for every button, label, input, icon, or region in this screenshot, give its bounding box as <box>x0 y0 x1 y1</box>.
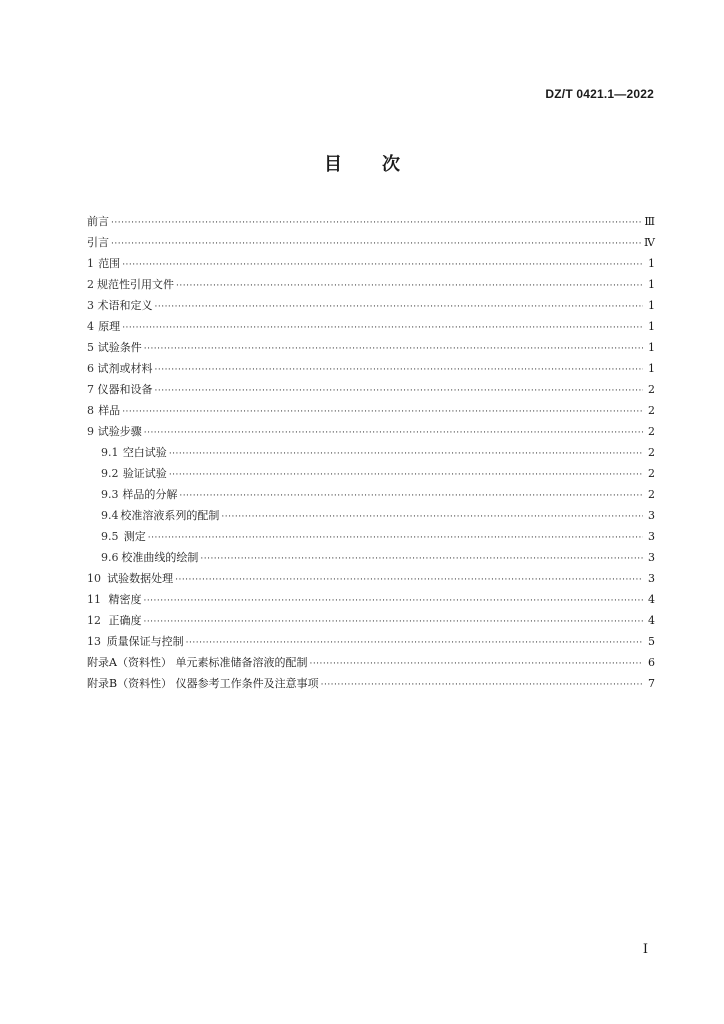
toc-entry[interactable] <box>87 295 655 316</box>
toc-leader-dots <box>122 255 643 276</box>
toc-entry[interactable] <box>87 589 655 610</box>
toc-entry[interactable] <box>87 505 655 526</box>
toc-leader-dots <box>175 570 643 591</box>
toc-entry-label: 校准溶液系列的配制 <box>120 509 220 522</box>
toc-entry[interactable] <box>87 568 655 589</box>
toc-entry-page: Ⅳ <box>644 236 655 249</box>
toc-entry-label: 质量保证与控制 <box>106 635 184 648</box>
toc-entry-page: 2 <box>648 446 655 459</box>
toc-entry-label: 仪器和设备 <box>97 383 153 396</box>
toc-entry-page: 3 <box>648 509 655 522</box>
toc-entry-number: 4 <box>87 320 94 333</box>
toc-leader-dots <box>111 213 642 234</box>
toc-entry-number: 2 <box>87 278 94 291</box>
toc-leader-dots <box>309 654 643 675</box>
toc-entry-number: 9.6 <box>101 551 119 564</box>
toc-entry-number: 9.3 <box>101 488 119 501</box>
toc-leader-dots <box>144 339 643 360</box>
toc-leader-dots <box>200 549 643 570</box>
toc-entry-number: 5 <box>87 341 94 354</box>
toc-entry[interactable] <box>87 379 655 400</box>
toc-entry[interactable] <box>87 610 655 631</box>
toc-entry-label: 校准曲线的绘制 <box>121 551 199 564</box>
toc-entry-number: 6 <box>87 362 94 375</box>
toc-leader-dots <box>148 528 643 549</box>
toc-leader-dots <box>186 633 643 654</box>
toc-entry-page: 2 <box>648 425 655 438</box>
toc-entry-label: 样品的分解 <box>122 488 178 501</box>
toc-entry-page: 1 <box>648 278 655 291</box>
toc-leader-dots <box>176 276 643 297</box>
toc-entry-page: 4 <box>648 593 655 606</box>
toc-entry-page: 6 <box>648 656 655 669</box>
toc-leader-dots <box>144 423 643 444</box>
toc-entry-number: 9.1 <box>101 446 119 459</box>
toc-entry-page: 5 <box>648 635 655 648</box>
toc-entry-label: 规范性引用文件 <box>97 278 175 291</box>
toc-entry-number: 11 <box>87 593 101 606</box>
toc-entry-label: 试验步骤 <box>97 425 142 438</box>
toc-entry-page: 1 <box>648 341 655 354</box>
toc-leader-dots <box>221 507 643 528</box>
toc-entry[interactable] <box>87 442 655 463</box>
toc-leader-dots <box>143 591 643 612</box>
toc-entry-label: 引言 <box>87 236 109 249</box>
toc-entry-number: 10 <box>87 572 101 585</box>
toc-entry[interactable] <box>87 358 655 379</box>
toc-entry-label: 正确度 <box>108 614 142 627</box>
toc-entry-page: 2 <box>648 467 655 480</box>
toc-entry-label: 试验数据处理 <box>107 572 174 585</box>
toc-entry-label: 试验条件 <box>97 341 142 354</box>
toc-entry-number: 7 <box>87 383 94 396</box>
document-code: DZ/T 0421.1—2022 <box>545 87 654 101</box>
toc-entry-page: 2 <box>648 488 655 501</box>
toc-entry[interactable] <box>87 484 655 505</box>
toc-entry-page: 1 <box>648 257 655 270</box>
toc-entry[interactable] <box>87 463 655 484</box>
toc-entry[interactable] <box>87 400 655 421</box>
toc-entry-number: 13 <box>87 635 101 648</box>
toc-entry-label: 测定 <box>123 530 146 543</box>
toc-leader-dots <box>122 402 643 423</box>
toc-entry[interactable] <box>87 652 655 673</box>
toc-entry-page: 7 <box>648 677 655 690</box>
toc-entry[interactable] <box>87 316 655 337</box>
toc-entry-number: 9.4 <box>101 509 119 522</box>
toc-entry-page: 1 <box>648 320 655 333</box>
toc-entry[interactable] <box>87 673 655 694</box>
toc-entry[interactable] <box>87 631 655 652</box>
toc-entry[interactable] <box>87 526 655 547</box>
table-of-contents <box>87 211 655 694</box>
toc-entry-number: 8 <box>87 404 94 417</box>
toc-entry-number: 1 <box>87 257 94 270</box>
page-number: I <box>642 942 648 957</box>
toc-entry-label: 验证试验 <box>122 467 167 480</box>
toc-leader-dots <box>154 381 643 402</box>
toc-entry-number: 9.2 <box>101 467 119 480</box>
toc-entry-number: 3 <box>87 299 94 312</box>
toc-entry[interactable] <box>87 253 655 274</box>
toc-entry-label: 空白试验 <box>122 446 167 459</box>
toc-entry-page: 4 <box>648 614 655 627</box>
toc-leader-dots <box>122 318 643 339</box>
toc-entry-page: 3 <box>648 572 655 585</box>
toc-entry-label: 原理 <box>98 320 121 333</box>
toc-entry-label: 术语和定义 <box>97 299 153 312</box>
toc-entry-page: 2 <box>648 383 655 396</box>
toc-leader-dots <box>169 444 643 465</box>
toc-entry-page: 1 <box>648 299 655 312</box>
toc-entry[interactable] <box>87 337 655 358</box>
toc-leader-dots <box>143 612 643 633</box>
toc-entry-number: 9 <box>87 425 94 438</box>
toc-leader-dots <box>169 465 643 486</box>
toc-entry-label: 样品 <box>98 404 121 417</box>
toc-entry-label: 范围 <box>98 257 121 270</box>
toc-entry-label: 试剂或材料 <box>97 362 153 375</box>
toc-entry-page: 2 <box>648 404 655 417</box>
toc-entry-page: 1 <box>648 362 655 375</box>
toc-entry[interactable] <box>87 232 655 253</box>
toc-entry[interactable] <box>87 421 655 442</box>
toc-entry-label: 附录A（资料性） 单元素标准储备溶液的配制 <box>87 656 308 669</box>
toc-entry[interactable] <box>87 211 655 232</box>
toc-entry-label: 精密度 <box>108 593 142 606</box>
toc-entry-number: 9.5 <box>101 530 119 543</box>
toc-leader-dots <box>154 360 643 381</box>
toc-title: 目次 <box>324 154 440 175</box>
toc-entry-label: 附录B（资料性） 仪器参考工作条件及注意事项 <box>87 677 319 690</box>
toc-leader-dots <box>321 675 643 696</box>
toc-entry-page: Ⅲ <box>644 215 655 228</box>
toc-entry-label: 前言 <box>87 215 109 228</box>
toc-entry-page: 3 <box>648 551 655 564</box>
toc-entry-number: 12 <box>87 614 101 627</box>
toc-leader-dots <box>154 297 643 318</box>
toc-entry[interactable] <box>87 274 655 295</box>
toc-entry-page: 3 <box>648 530 655 543</box>
toc-entry[interactable] <box>87 547 655 568</box>
toc-leader-dots <box>179 486 643 507</box>
toc-leader-dots <box>111 234 642 255</box>
